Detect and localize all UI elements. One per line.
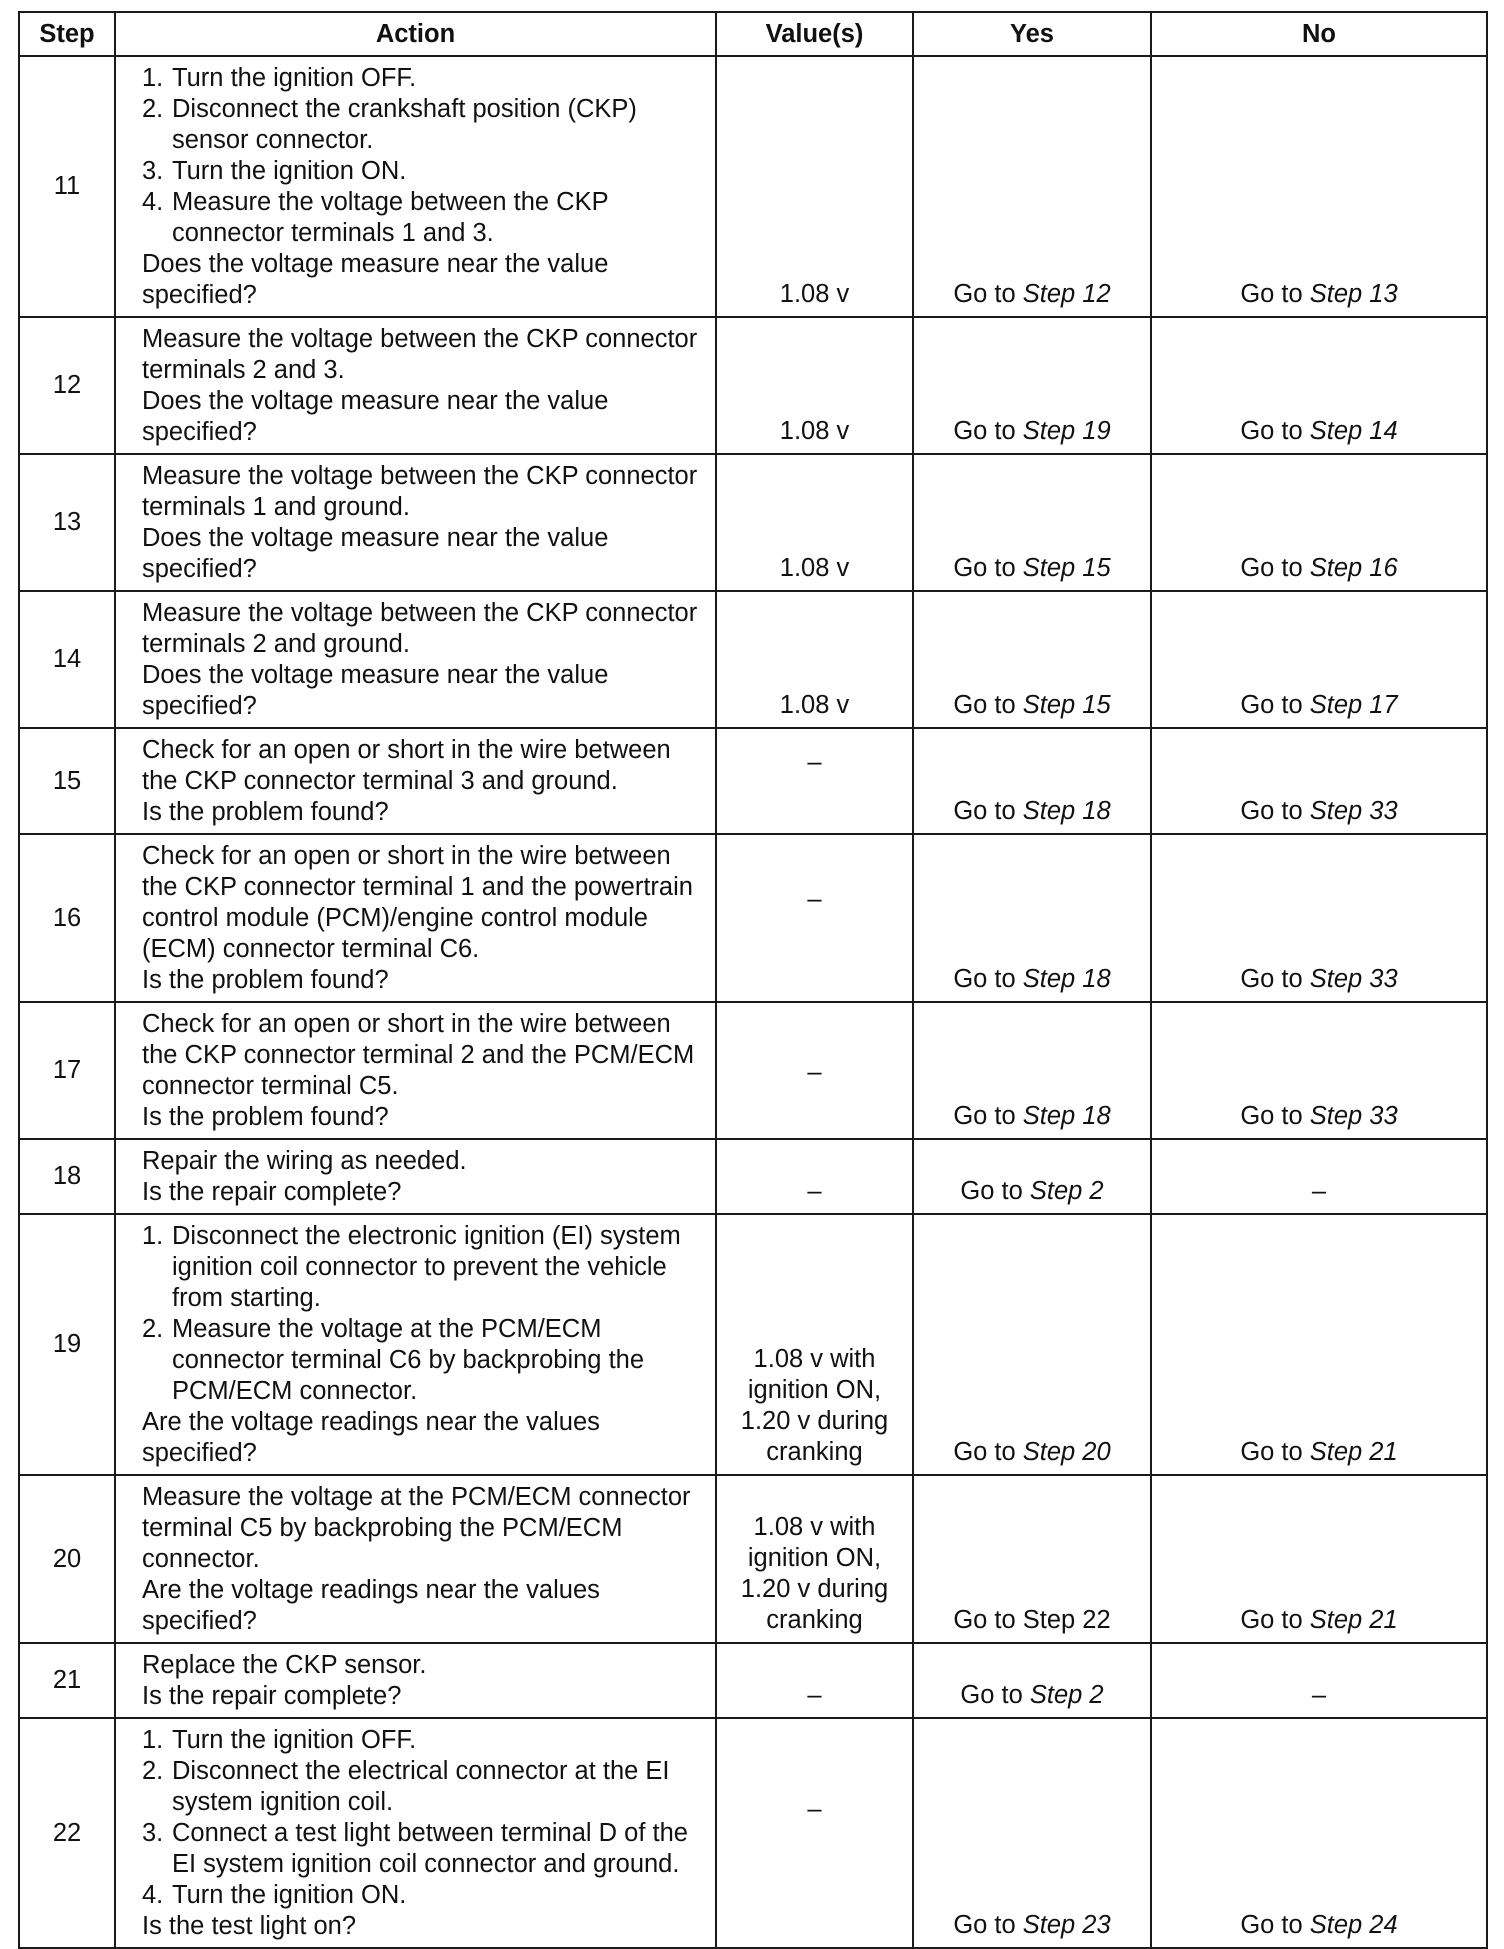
item-number: 1.: [142, 1726, 164, 1754]
step-reference[interactable]: Step 14: [1309, 417, 1398, 445]
step-number: 19: [19, 1214, 115, 1475]
step-reference[interactable]: Step 12: [1022, 280, 1111, 308]
no-cell: [1151, 1002, 1487, 1139]
item-text: Turn the ignition OFF.: [172, 1726, 417, 1754]
action-text: Check for an open or short in the wire between the CKP connector terminal 3 and ground.: [142, 736, 671, 795]
step-reference[interactable]: Step 22: [1022, 1606, 1111, 1634]
go-to-label: Go to: [1240, 280, 1310, 308]
step-reference[interactable]: Step 20: [1022, 1438, 1111, 1466]
diagnostic-table: [18, 11, 1488, 1949]
no-cell: [1151, 728, 1487, 834]
table-row: [19, 1139, 1487, 1214]
go-to-label: Go to: [953, 417, 1023, 445]
no-cell: [1151, 454, 1487, 591]
go-to-label: Go to: [1240, 691, 1310, 719]
go-to-label: Go to: [960, 1177, 1030, 1205]
yes-cell: [913, 728, 1151, 834]
item-text: Disconnect the crankshaft position (CKP) sensor connector.: [172, 95, 637, 154]
action-cell: [115, 1643, 716, 1718]
action-item: [142, 63, 705, 94]
item-text: Turn the ignition ON.: [172, 1881, 407, 1909]
go-to-label: Go to: [1240, 554, 1310, 582]
action-item: [142, 1725, 705, 1756]
step-reference[interactable]: Step 13: [1309, 280, 1398, 308]
header-action: Action: [115, 12, 716, 56]
yes-cell: [913, 1718, 1151, 1948]
action-item: [142, 156, 705, 187]
step-number: 12: [19, 317, 115, 454]
table-row: [19, 56, 1487, 317]
action-item: [142, 1818, 705, 1880]
go-to-label: Go to: [953, 554, 1023, 582]
no-cell: [1151, 591, 1487, 728]
action-cell: [115, 1475, 716, 1643]
step-reference[interactable]: Step 16: [1309, 554, 1398, 582]
item-number: 2.: [142, 1315, 164, 1343]
step-reference[interactable]: Step 23: [1022, 1911, 1111, 1939]
table-row: [19, 454, 1487, 591]
yes-cell: [913, 1475, 1151, 1643]
value-cell: 1.08 v: [716, 591, 913, 728]
action-text: Measure the voltage at the PCM/ECM connector terminal C5 by backprobing the PCM/ECM connector.: [142, 1483, 691, 1573]
table-row: [19, 1718, 1487, 1948]
action-question: Are the voltage readings near the values specified?: [142, 1576, 600, 1635]
no-cell: [1151, 1718, 1487, 1948]
step-reference[interactable]: Step 33: [1309, 1102, 1398, 1130]
action-cell: [115, 1002, 716, 1139]
step-reference[interactable]: Step 19: [1022, 417, 1111, 445]
action-item: [142, 1756, 705, 1818]
step-reference[interactable]: Step 18: [1022, 797, 1111, 825]
step-number: 14: [19, 591, 115, 728]
action-cell: [115, 1139, 716, 1214]
action-question: Does the voltage measure near the value specified?: [142, 661, 609, 720]
go-to-label: Go to: [1240, 1911, 1310, 1939]
action-cell: [115, 317, 716, 454]
table-row: [19, 834, 1487, 1002]
action-question: Is the problem found?: [142, 798, 389, 826]
item-text: Disconnect the electrical connector at the EI system ignition coil.: [172, 1757, 670, 1816]
step-number: 17: [19, 1002, 115, 1139]
action-question: Is the repair complete?: [142, 1682, 402, 1710]
value-cell: 1.08 v with ignition ON, 1.20 v during cranking: [716, 1214, 913, 1475]
action-question: Are the voltage readings near the values specified?: [142, 1408, 600, 1467]
action-question: Does the voltage measure near the value specified?: [142, 250, 609, 309]
yes-cell: [913, 1139, 1151, 1214]
step-reference[interactable]: Step 17: [1309, 691, 1398, 719]
action-text: Measure the voltage between the CKP connector terminals 1 and ground.: [142, 462, 698, 521]
action-text: Check for an open or short in the wire between the CKP connector terminal 2 and the PCM/ECM connector terminal C5.: [142, 1010, 695, 1100]
go-to-label: Go to: [953, 1606, 1023, 1634]
step-number: 20: [19, 1475, 115, 1643]
header-no: No: [1151, 12, 1487, 56]
action-item: [142, 1880, 705, 1911]
step-number: 11: [19, 56, 115, 317]
step-reference[interactable]: Step 15: [1022, 554, 1111, 582]
go-to-label: Go to: [953, 965, 1023, 993]
empty-dash: –: [1311, 1681, 1327, 1709]
go-to-label: Go to: [960, 1681, 1030, 1709]
yes-cell: [913, 591, 1151, 728]
step-number: 16: [19, 834, 115, 1002]
action-question: Is the repair complete?: [142, 1178, 402, 1206]
value-cell: 1.08 v: [716, 454, 913, 591]
no-cell: [1151, 56, 1487, 317]
step-reference[interactable]: Step 21: [1309, 1438, 1398, 1466]
yes-cell: [913, 317, 1151, 454]
value-cell: 1.08 v: [716, 56, 913, 317]
table-row: [19, 1643, 1487, 1718]
action-item: [142, 1221, 705, 1314]
action-cell: [115, 1718, 716, 1948]
value-cell: 1.08 v with ignition ON, 1.20 v during cranking: [716, 1475, 913, 1643]
item-text: Measure the voltage at the PCM/ECM connector terminal C6 by backprobing the PCM/ECM connector.: [172, 1315, 645, 1405]
no-cell: [1151, 1475, 1487, 1643]
step-number: 13: [19, 454, 115, 591]
action-cell: [115, 454, 716, 591]
yes-cell: [913, 1002, 1151, 1139]
table-row: [19, 728, 1487, 834]
value-cell: –: [716, 1718, 913, 1948]
value-cell: 1.08 v: [716, 317, 913, 454]
header-yes: Yes: [913, 12, 1151, 56]
go-to-label: Go to: [1240, 965, 1310, 993]
item-text: Turn the ignition OFF.: [172, 64, 417, 92]
value-cell: –: [716, 1643, 913, 1718]
item-number: 2.: [142, 1757, 164, 1785]
item-number: 3.: [142, 1819, 164, 1847]
action-question: Does the voltage measure near the value specified?: [142, 387, 609, 446]
step-reference[interactable]: Step 15: [1022, 691, 1111, 719]
value-cell: –: [716, 1002, 913, 1139]
step-number: 15: [19, 728, 115, 834]
step-number: 21: [19, 1643, 115, 1718]
action-cell: [115, 1214, 716, 1475]
go-to-label: Go to: [1240, 1438, 1310, 1466]
go-to-label: Go to: [953, 1911, 1023, 1939]
yes-cell: [913, 56, 1151, 317]
item-number: 1.: [142, 64, 164, 92]
go-to-label: Go to: [953, 1102, 1023, 1130]
yes-cell: [913, 834, 1151, 1002]
value-cell: –: [716, 728, 913, 834]
step-number: 18: [19, 1139, 115, 1214]
step-reference[interactable]: Step 2: [1029, 1681, 1104, 1709]
no-cell: [1151, 1214, 1487, 1475]
item-text: Disconnect the electronic ignition (EI) system ignition coil connector to prevent the vehicle from starting.: [172, 1222, 681, 1312]
header-row: [19, 12, 1487, 56]
go-to-label: Go to: [1240, 1102, 1310, 1130]
action-text: Measure the voltage between the CKP connector terminals 2 and ground.: [142, 599, 698, 658]
step-reference[interactable]: Step 24: [1309, 1911, 1398, 1939]
action-cell: [115, 728, 716, 834]
action-text: Repair the wiring as needed.: [142, 1147, 467, 1175]
action-item: [142, 94, 705, 156]
step-reference[interactable]: Step 21: [1309, 1606, 1398, 1634]
step-reference[interactable]: Step 18: [1022, 965, 1111, 993]
step-number: 22: [19, 1718, 115, 1948]
item-number: 3.: [142, 157, 164, 185]
no-cell: [1151, 1139, 1487, 1214]
no-cell: [1151, 1643, 1487, 1718]
yes-cell: [913, 1643, 1151, 1718]
no-cell: [1151, 834, 1487, 1002]
item-number: 4.: [142, 188, 164, 216]
step-reference[interactable]: Step 18: [1022, 1102, 1111, 1130]
table-row: [19, 591, 1487, 728]
go-to-label: Go to: [1240, 797, 1310, 825]
action-question: Is the problem found?: [142, 966, 389, 994]
step-reference[interactable]: Step 33: [1309, 965, 1398, 993]
yes-cell: [913, 1214, 1151, 1475]
header-step: Step: [19, 12, 115, 56]
table-row: [19, 1002, 1487, 1139]
yes-cell: [913, 454, 1151, 591]
value-cell: –: [716, 834, 913, 1002]
item-text: Connect a test light between terminal D of the EI system ignition coil connector and ground.: [172, 1819, 688, 1878]
value-cell: –: [716, 1139, 913, 1214]
header-values: Value(s): [716, 12, 913, 56]
item-number: 1.: [142, 1222, 164, 1250]
go-to-label: Go to: [953, 691, 1023, 719]
item-number: 4.: [142, 1881, 164, 1909]
action-item: [142, 187, 705, 249]
step-reference[interactable]: Step 2: [1029, 1177, 1104, 1205]
go-to-label: Go to: [953, 280, 1023, 308]
action-question: Does the voltage measure near the value specified?: [142, 524, 609, 583]
go-to-label: Go to: [1240, 1606, 1310, 1634]
go-to-label: Go to: [953, 1438, 1023, 1466]
item-text: Turn the ignition ON.: [172, 157, 407, 185]
no-cell: [1151, 317, 1487, 454]
empty-dash: –: [1311, 1177, 1327, 1205]
table-row: [19, 317, 1487, 454]
table-row: [19, 1475, 1487, 1643]
item-number: 2.: [142, 95, 164, 123]
action-question: Is the test light on?: [142, 1912, 357, 1940]
go-to-label: Go to: [953, 797, 1023, 825]
action-question: Is the problem found?: [142, 1103, 389, 1131]
action-cell: [115, 56, 716, 317]
action-text: Replace the CKP sensor.: [142, 1651, 427, 1679]
item-text: Measure the voltage between the CKP connector terminals 1 and 3.: [172, 188, 609, 247]
go-to-label: Go to: [1240, 417, 1310, 445]
action-text: Measure the voltage between the CKP connector terminals 2 and 3.: [142, 325, 698, 384]
action-item: [142, 1314, 705, 1407]
table-row: [19, 1214, 1487, 1475]
action-text: Check for an open or short in the wire between the CKP connector terminal 1 and the powertrain control module (PCM)/engine control module (ECM) connector terminal C6.: [142, 842, 693, 963]
action-cell: [115, 834, 716, 1002]
step-reference[interactable]: Step 33: [1309, 797, 1398, 825]
action-cell: [115, 591, 716, 728]
